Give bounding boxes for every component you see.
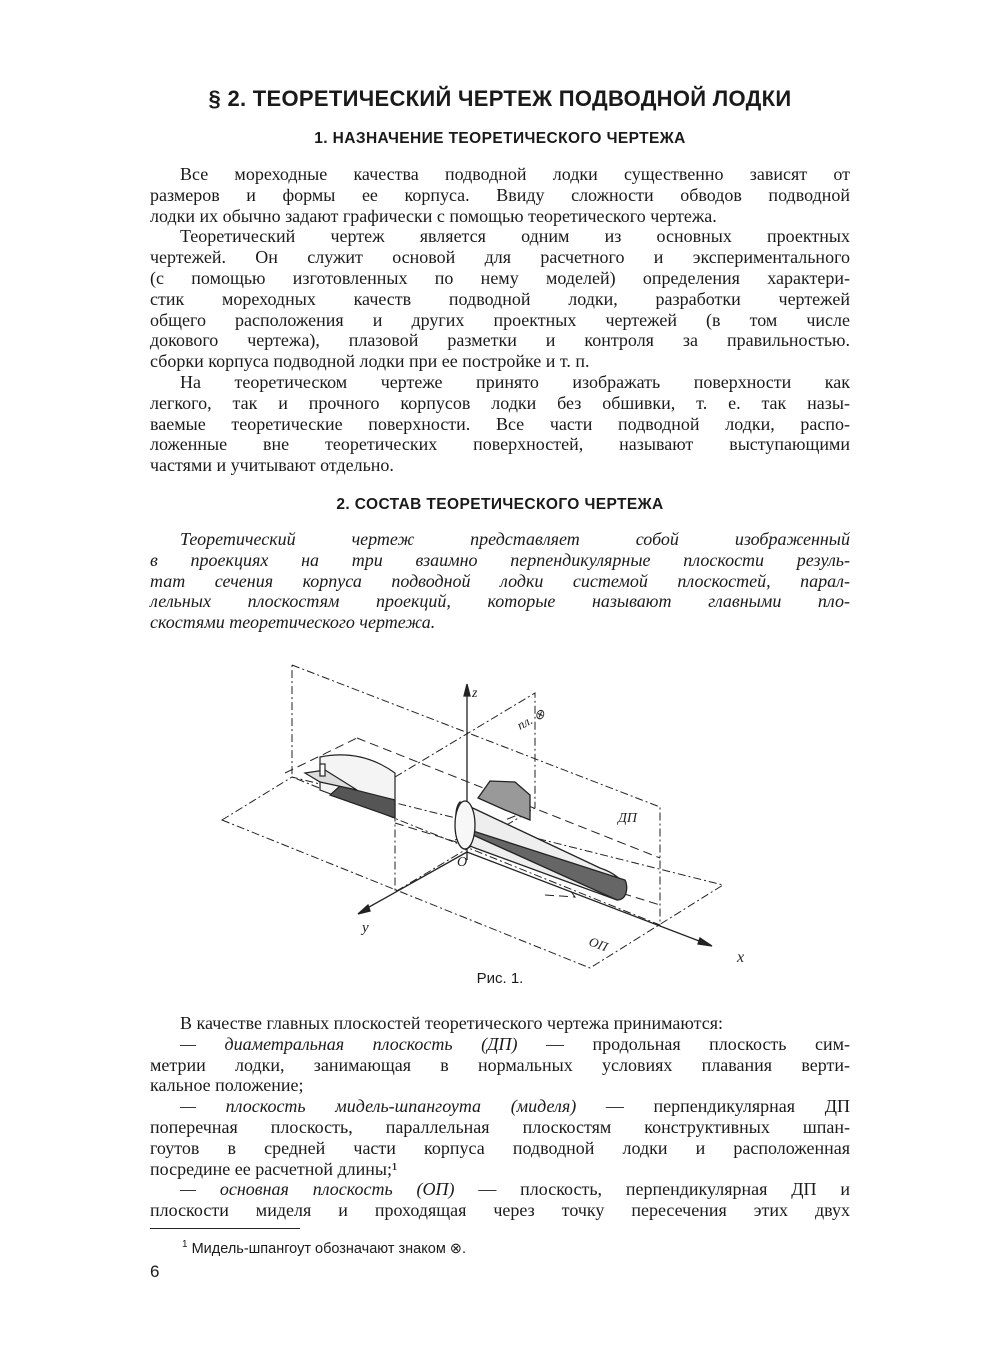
x-label: x [737, 949, 745, 966]
text-line: частями и учитывают отдельно. [150, 455, 394, 476]
figure-caption: Рис. 1. [476, 970, 524, 987]
text-line: (с помощью изготовленных по нему моделей) определения характери- [150, 267, 850, 288]
line-text: плоскости миделя и проходящая через точку пересечения этих двух [150, 1200, 850, 1221]
section-heading-composition: 2. СОСТАВ ТЕОРЕТИЧЕСКОГО ЧЕРТЕЖА [336, 496, 664, 513]
line-text: — плоскость, перпендикулярная ДП и [454, 1179, 850, 1200]
text-line [150, 1013, 850, 1034]
text-line: лельных плоскостям проекций, которые называют главными пло- [150, 591, 850, 612]
text-line [150, 1075, 850, 1096]
term: — диаметральная плоскость (ДП) [180, 1033, 518, 1054]
z-label: z [472, 686, 478, 701]
text-line: чертежей. Он служит основой для расчетного и экспериментального [150, 247, 850, 268]
text-line [150, 1055, 850, 1076]
op-plane [222, 777, 723, 968]
text-line [150, 1117, 850, 1138]
text-line [150, 1179, 850, 1200]
line-text: — перпендикулярная ДП [576, 1096, 850, 1117]
section-heading-purpose: 1. НАЗНАЧЕНИЕ ТЕОРЕТИЧЕСКОГО ЧЕРТЕЖА [314, 130, 686, 147]
footnote [182, 1239, 466, 1257]
term: — плоскость мидель-шпангоута (миделя) [180, 1096, 577, 1117]
line-text: — продольная плоскость сим- [517, 1033, 850, 1054]
line-text: поперечная плоскость, параллельная плоскостям конструктивных шпан- [150, 1116, 850, 1137]
text-line: Теоретический чертеж является одним из основных проектных [180, 226, 850, 247]
line-text: гоутов в средней части корпуса подводной лодки и расположенная [150, 1137, 850, 1158]
y-axis [362, 852, 467, 911]
text-line: сборки корпуса подводной лодки при ее постройке и т. п. [150, 351, 590, 372]
text-line: размеров и формы ее корпуса. Ввиду сложности обводов подводной [150, 184, 850, 205]
footnote-text: Мидель-шпангоут обозначают знаком ⊗. [191, 1240, 466, 1257]
y-label: y [362, 920, 369, 936]
text-line: в проекциях на три взаимно перпендикулярные плоскости резуль- [150, 549, 850, 570]
line-text: В качестве главных плоскостей теоретического чертежа принимаются: [180, 1013, 723, 1033]
op-label: ОП [586, 933, 610, 955]
text-line [150, 1096, 850, 1117]
text-line: стик мореходных качеств подводной лодки, разработки чертежей [150, 288, 850, 309]
text-line: лодки их обычно задают графически с помощью теоретического чертежа. [150, 205, 717, 226]
section3-text [150, 1013, 850, 1221]
footnote-divider [150, 1228, 300, 1229]
text-line: ложенные вне теоретических поверхностей, называют выступающими [150, 434, 850, 455]
text-line: Теоретический чертеж представляет собой изображенный [180, 529, 850, 549]
page-number: 6 [150, 1262, 160, 1281]
footnote-marker: 1 [182, 1239, 188, 1250]
text-line: ваемые теоретические поверхности. Все части подводной лодки, распо- [150, 413, 850, 434]
text-line: скостями теоретического чертежа. [150, 612, 436, 633]
submarine-hull [455, 781, 627, 900]
text-line: общего расположения и других проектных чертежей (в том числе [150, 309, 850, 330]
dp-label: ДП [618, 811, 638, 826]
text-line [150, 1034, 850, 1055]
text-line [150, 1159, 850, 1180]
text-line: легкого, так и прочного корпусов лодки без обшивки, т. е. так назы- [150, 392, 850, 413]
page-title: § 2. ТЕОРЕТИЧЕСКИЙ ЧЕРТЕЖ ПОДВОДНОЙ ЛОДКИ [208, 86, 792, 111]
term: — основная плоскость (ОП) [180, 1179, 455, 1200]
text-line: Все мореходные качества подводной лодки существенно зависят от [180, 164, 850, 184]
line-text: посредине ее расчетной длины;¹ [150, 1158, 398, 1179]
text-line: тат сечения корпуса подводной лодки системой плоскостей, парал- [150, 570, 850, 591]
text-line: На теоретическом чертеже принято изображать поверхности как [180, 371, 850, 392]
origin-label: О [457, 855, 468, 870]
text-line: докового чертежа), плазовой разметки и контроля за правильностью. [150, 330, 850, 351]
text-line [150, 1200, 850, 1221]
midship-plane-label: пл. ⊗ [514, 705, 548, 733]
line-text: кальное положение; [150, 1075, 304, 1096]
line-text: метрии лодки, занимающая в нормальных условиях плавания верти- [150, 1054, 850, 1075]
text-line [150, 1138, 850, 1159]
submarine-stern [305, 755, 395, 818]
